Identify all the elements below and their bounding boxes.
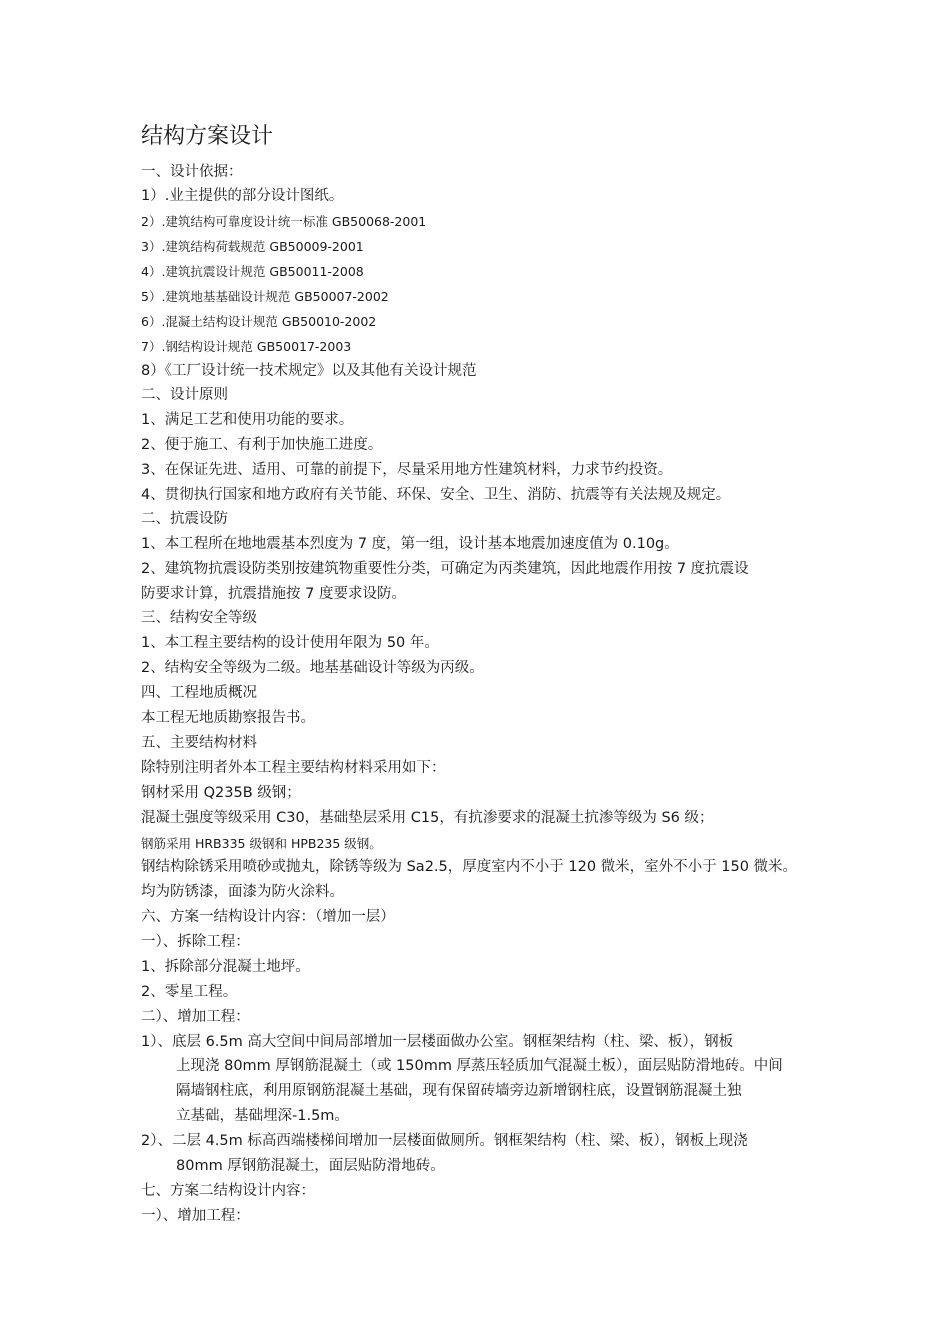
text-line: 5）.建筑地基基础设计规范 GB50007-2002 bbox=[141, 289, 389, 304]
text-line: 1）、底层 6.5m 高大空间中间局部增加一层楼面做办公室。钢框架结构（柱、梁、板），钢板 bbox=[141, 1034, 734, 1050]
subsection-heading: 一）、增加工程： bbox=[141, 1208, 250, 1224]
section-heading: 三、结构安全等级 bbox=[141, 610, 257, 626]
section-heading: 二、抗震设防 bbox=[141, 511, 228, 527]
text-line: 立基础，基础埋深-1.5m。 bbox=[176, 1108, 349, 1124]
text-line: 隔墙钢柱底，利用原钢筋混凝土基础，现有保留砖墙旁边新增钢柱底，设置钢筋混凝土独 bbox=[176, 1083, 742, 1099]
section-heading: 六、方案一结构设计内容：（增加一层） bbox=[141, 909, 395, 925]
text-line: 上现浇 80mm 厚钢筋混凝土（或 150mm 厚蒸压轻质加气混凝土板），面层贴防滑地砖。中间 bbox=[176, 1058, 783, 1074]
text-line: 2）.建筑结构可靠度设计统一标准 GB50068-2001 bbox=[141, 214, 427, 229]
section-heading: 七、方案二结构设计内容： bbox=[141, 1183, 315, 1199]
text-line: 2、零星工程。 bbox=[141, 984, 238, 1000]
text-line: 钢筋采用 HRB335 级钢和 HPB235 级钢。 bbox=[141, 836, 382, 851]
text-line: 钢材采用 Q235B 级钢； bbox=[141, 785, 301, 801]
text-line: 均为防锈漆，面漆为防火涂料。 bbox=[141, 884, 344, 900]
subsection-heading: 二）、增加工程： bbox=[141, 1009, 250, 1025]
text-line: 8）《工厂设计统一技术规定》以及其他有关设计规范 bbox=[141, 363, 477, 379]
text-line: 4）.建筑抗震设计规范 GB50011-2008 bbox=[141, 264, 364, 279]
section-heading: 二、设计原则 bbox=[141, 387, 228, 403]
text-line: 7）.钢结构设计规范 GB50017-2003 bbox=[141, 339, 352, 354]
text-line: 混凝土强度等级采用 C30，基础垫层采用 C15，有抗渗要求的混凝土抗渗等级为 S6 级； bbox=[141, 810, 714, 826]
text-line: 除特别注明者外本工程主要结构材料采用如下： bbox=[141, 760, 446, 776]
section-heading: 四、工程地质概况 bbox=[141, 685, 257, 701]
text-line: 防要求计算，抗震措施按 7 度要求设防。 bbox=[141, 586, 406, 602]
text-line: 2）、二层 4.5m 标高西端楼梯间增加一层楼面做厕所。钢框架结构（柱、梁、板），钢板上现浇 bbox=[141, 1133, 748, 1149]
text-line: 钢结构除锈采用喷砂或抛丸，除锈等级为 Sa2.5，厚度室内不小于 120 微米，室外不小于 150 微米。 bbox=[141, 859, 798, 875]
text-line: 3）.建筑结构荷载规范 GB50009-2001 bbox=[141, 239, 364, 254]
section-heading: 一、设计依据： bbox=[141, 164, 243, 180]
text-line: 4、贯彻执行国家和地方政府有关节能、环保、安全、卫生、消防、抗震等有关法规及规定。 bbox=[141, 487, 731, 503]
text-line: 80mm 厚钢筋混凝土，面层贴防滑地砖。 bbox=[176, 1158, 445, 1174]
text-line: 1、本工程主要结构的设计使用年限为 50 年。 bbox=[141, 635, 439, 651]
text-line: 2、建筑物抗震设防类别按建筑物重要性分类，可确定为丙类建筑，因此地震作用按 7 度抗震设 bbox=[141, 561, 749, 577]
document-title: 结构方案设计 bbox=[141, 124, 274, 149]
text-line: 1、拆除部分混凝土地坪。 bbox=[141, 959, 310, 975]
section-heading: 五、主要结构材料 bbox=[141, 735, 257, 751]
text-line: 6）.混凝土结构设计规范 GB50010-2002 bbox=[141, 314, 377, 329]
text-line: 2、便于施工、有利于加快施工进度。 bbox=[141, 437, 383, 453]
subsection-heading: 一）、拆除工程： bbox=[141, 934, 250, 950]
text-line: 本工程无地质勘察报告书。 bbox=[141, 710, 315, 726]
text-line: 3、在保证先进、适用、可靠的前提下，尽量采用地方性建筑材料，力求节约投资。 bbox=[141, 462, 673, 478]
text-line: 1）.业主提供的部分设计图纸。 bbox=[141, 188, 344, 204]
text-line: 1、满足工艺和使用功能的要求。 bbox=[141, 412, 354, 428]
text-line: 1、本工程所在地地震基本烈度为 7 度，第一组，设计基本地震加速度值为 0.10g。 bbox=[141, 536, 679, 552]
text-line: 2、结构安全等级为二级。地基基础设计等级为丙级。 bbox=[141, 660, 484, 676]
